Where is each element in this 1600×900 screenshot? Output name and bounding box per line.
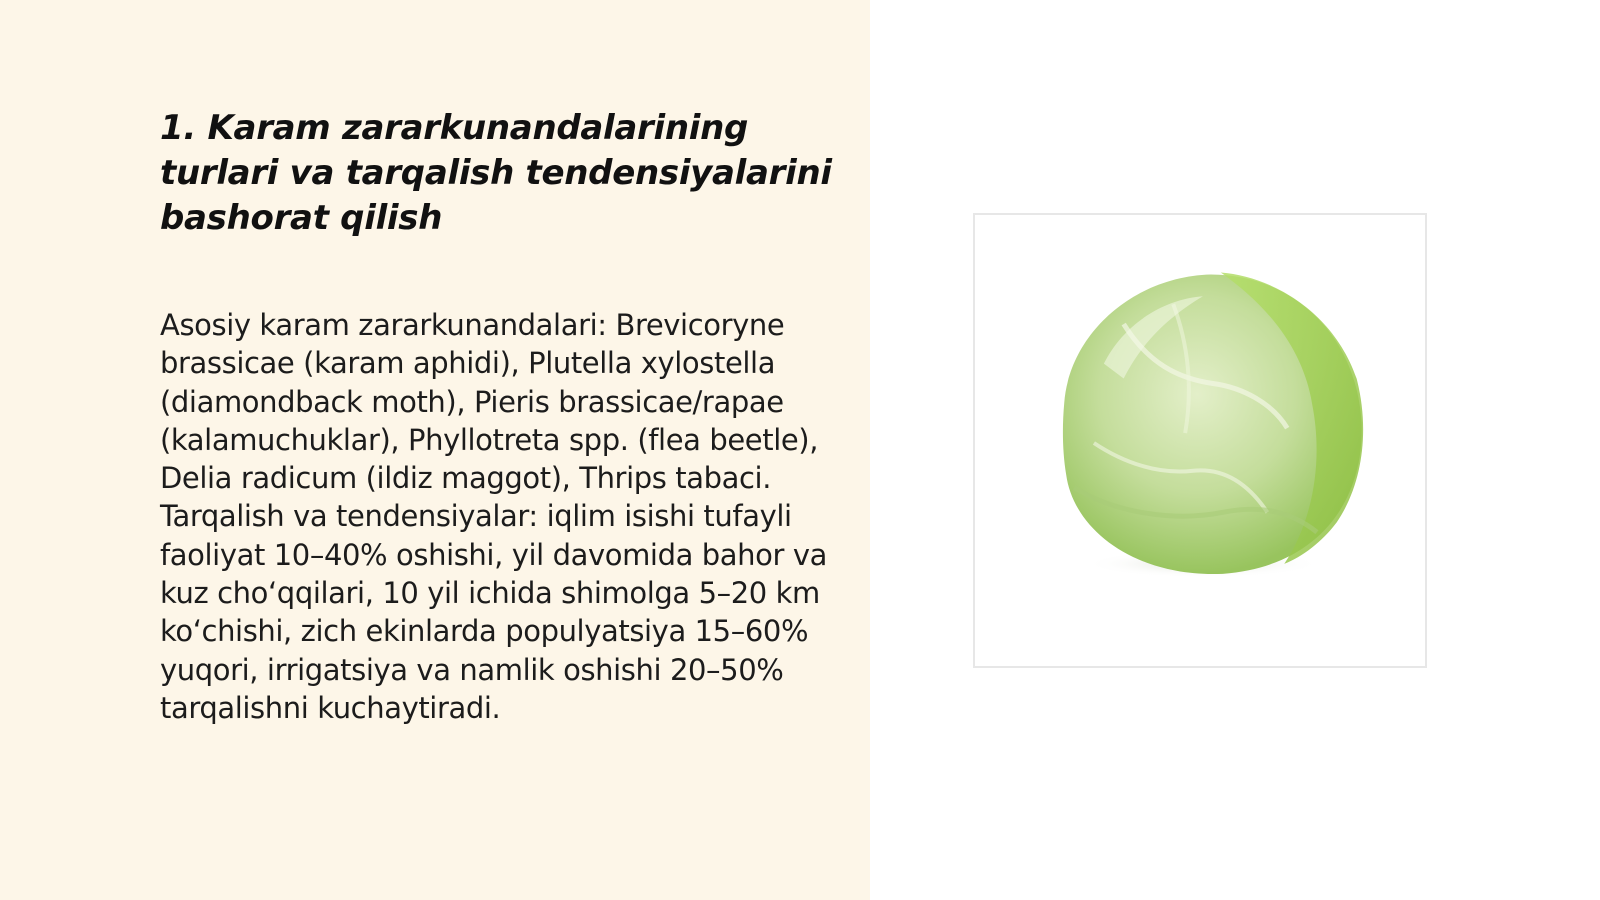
slide-body-text: Asosiy karam zararkunandalari: Brevicoryne brassicae (karam aphidi), Plutella xylostella (diamondback moth), Pieris brassicae/rapae (kalamuchuklar), Phyllotreta spp. (flea beetle), Delia radicum (ildiz maggot), Thrips tabaci. Tarqalish va tendensiyalar: iqlim isishi tufayli faoliyat 10–40% oshishi, yil davomida bahor va kuz cho‘qqilari, 10 yil ichida shimolga 5–20 km ko‘chishi, zich ekinlarda populyatsiya 15–60% yuqori, irrigatsiya va namlik oshishi 20–50% tarqalishni kuchaytiradi. — [160, 308, 827, 725]
cabbage-image-frame — [973, 213, 1427, 668]
cabbage-image — [975, 215, 1425, 666]
slide-title: 1. Karam zararkunandalarining turlari va tarqalish tendensiyalarini bashorat qilish — [160, 108, 832, 238]
